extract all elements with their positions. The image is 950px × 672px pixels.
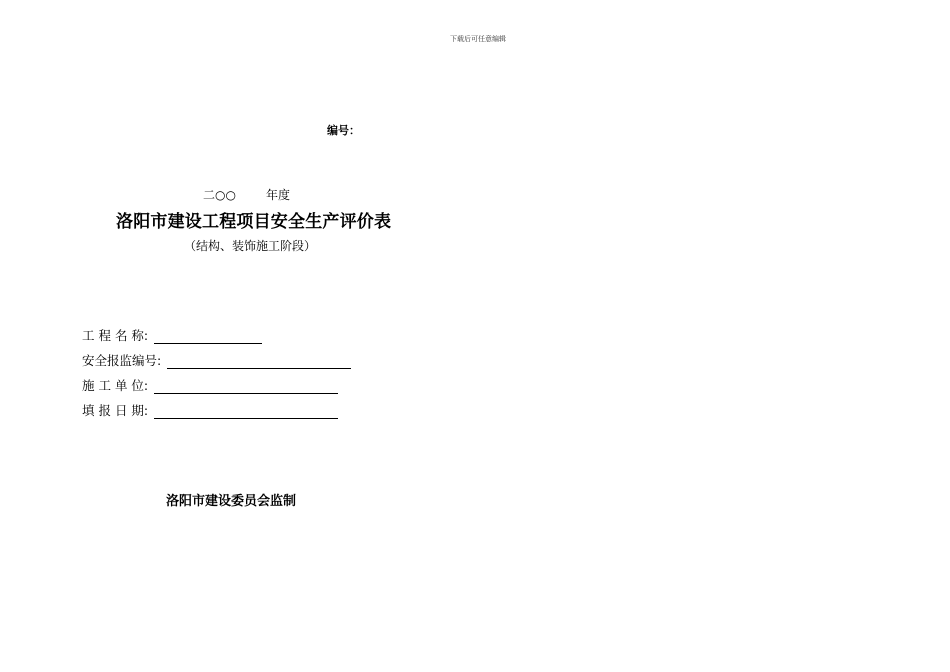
construction-unit-blank[interactable] <box>154 380 338 394</box>
report-date-blank[interactable] <box>154 405 338 419</box>
document-title: 洛阳市建设工程项目安全生产评价表 <box>116 212 392 232</box>
issuer-label: 洛阳市建设委员会监制 <box>166 494 297 509</box>
project-name-label: 工 程 名 称: <box>82 328 149 343</box>
safety-registration-field <box>82 351 351 369</box>
year-row <box>203 186 290 203</box>
construction-unit-field <box>82 376 338 394</box>
serial-number-label: 编号： <box>327 124 360 137</box>
report-date-field <box>82 401 338 419</box>
report-date-label: 填 报 日 期: <box>82 403 149 418</box>
safety-registration-blank[interactable] <box>167 355 351 369</box>
construction-unit-label: 施 工 单 位: <box>82 378 149 393</box>
document-subtitle: （结构、装饰施工阶段） <box>184 239 317 253</box>
year-suffix: 年度 <box>265 188 290 202</box>
safety-registration-label: 安全报监编号: <box>82 353 162 368</box>
year-prefix: 二○○ <box>203 188 236 202</box>
project-name-blank[interactable] <box>154 330 262 344</box>
header-note: 下载后可任意编辑 <box>450 35 506 43</box>
project-name-field <box>82 326 262 344</box>
